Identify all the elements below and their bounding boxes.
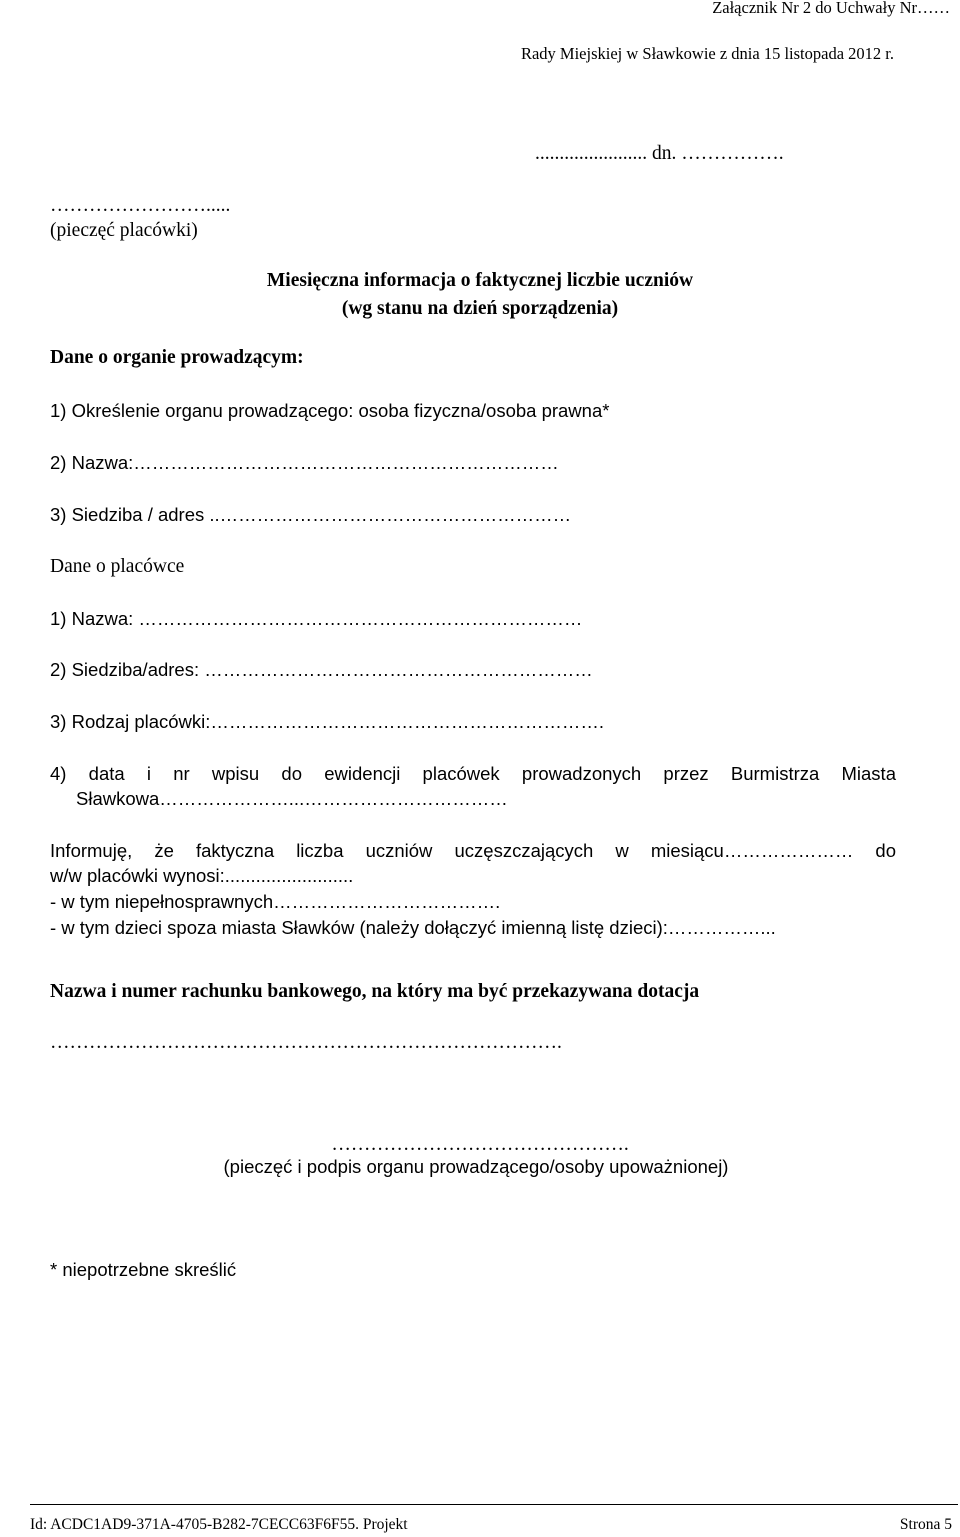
bank-heading: Nazwa i numer rachunku bankowego, na który ma być przekazywana dotacja xyxy=(50,981,700,1002)
placowka-item-address: 2) Siedziba/adres: ……………………………………………………… xyxy=(50,659,593,680)
organ-item-type: 1) Określenie organu prowadzącego: osoba fizyczna/osoba prawna* xyxy=(50,400,610,421)
placowka-heading: Dane o placówce xyxy=(50,556,185,577)
organ-item-name: 2) Nazwa:…………………………………………………………… xyxy=(50,452,559,473)
attachment-header: Załącznik Nr 2 do Uchwały Nr…… xyxy=(712,0,950,17)
placowka-item-type: 3) Rodzaj placówki:………………………………………………………. xyxy=(50,711,605,732)
placowka-item-registry-cont: Sławkowa…………………...…………………………… xyxy=(76,788,508,809)
date-line: ....................... dn. ……………. xyxy=(535,143,784,164)
info-students-line: Informuję, że faktyczna liczba uczniów uczęszczających w miesiącu………………… do xyxy=(50,840,896,861)
stamp-dots: ……………………..... xyxy=(50,195,231,216)
info-disabled: - w tym niepełnosprawnych………………………………. xyxy=(50,891,501,912)
footnote: * niepotrzebne skreślić xyxy=(50,1259,237,1280)
page-number: Strona 5 xyxy=(899,1516,952,1533)
organ-item-address: 3) Siedziba / adres ..………………………………………………… xyxy=(50,504,572,525)
info-total: w/w placówki wynosi:......................... xyxy=(50,865,354,886)
signature-label: (pieczęć i podpis organu prowadzącego/osoby upoważnionej) xyxy=(223,1156,729,1177)
footer-divider xyxy=(30,1504,958,1505)
bank-dots: ……………………………………………………………………. xyxy=(50,1032,562,1053)
document-subtitle: (wg stanu na dzień sporządzenia) xyxy=(341,298,619,319)
signature-dots: ………………………………………. xyxy=(331,1134,629,1155)
organ-heading: Dane o organie prowadzącym: xyxy=(50,347,304,368)
placowka-item-registry: 4) data i nr wpisu do ewidencji placówek prowadzonych przez Burmistrza Miasta xyxy=(50,763,896,784)
council-header: Rady Miejskiej w Sławkowie z dnia 15 listopada 2012 r. xyxy=(520,44,894,63)
document-title: Miesięczna informacja o faktycznej liczbie uczniów xyxy=(266,270,694,291)
stamp-label: (pieczęć placówki) xyxy=(50,220,198,241)
placowka-item-name: 1) Nazwa: ……………………………………………………………… xyxy=(50,608,583,629)
document-id: Id: ACDC1AD9-371A-4705-B282-7CECC63F6F55. Projekt xyxy=(30,1516,408,1533)
info-outside-city: - w tym dzieci spoza miasta Sławków (należy dołączyć imienną listę dzieci):……………... xyxy=(50,917,776,938)
